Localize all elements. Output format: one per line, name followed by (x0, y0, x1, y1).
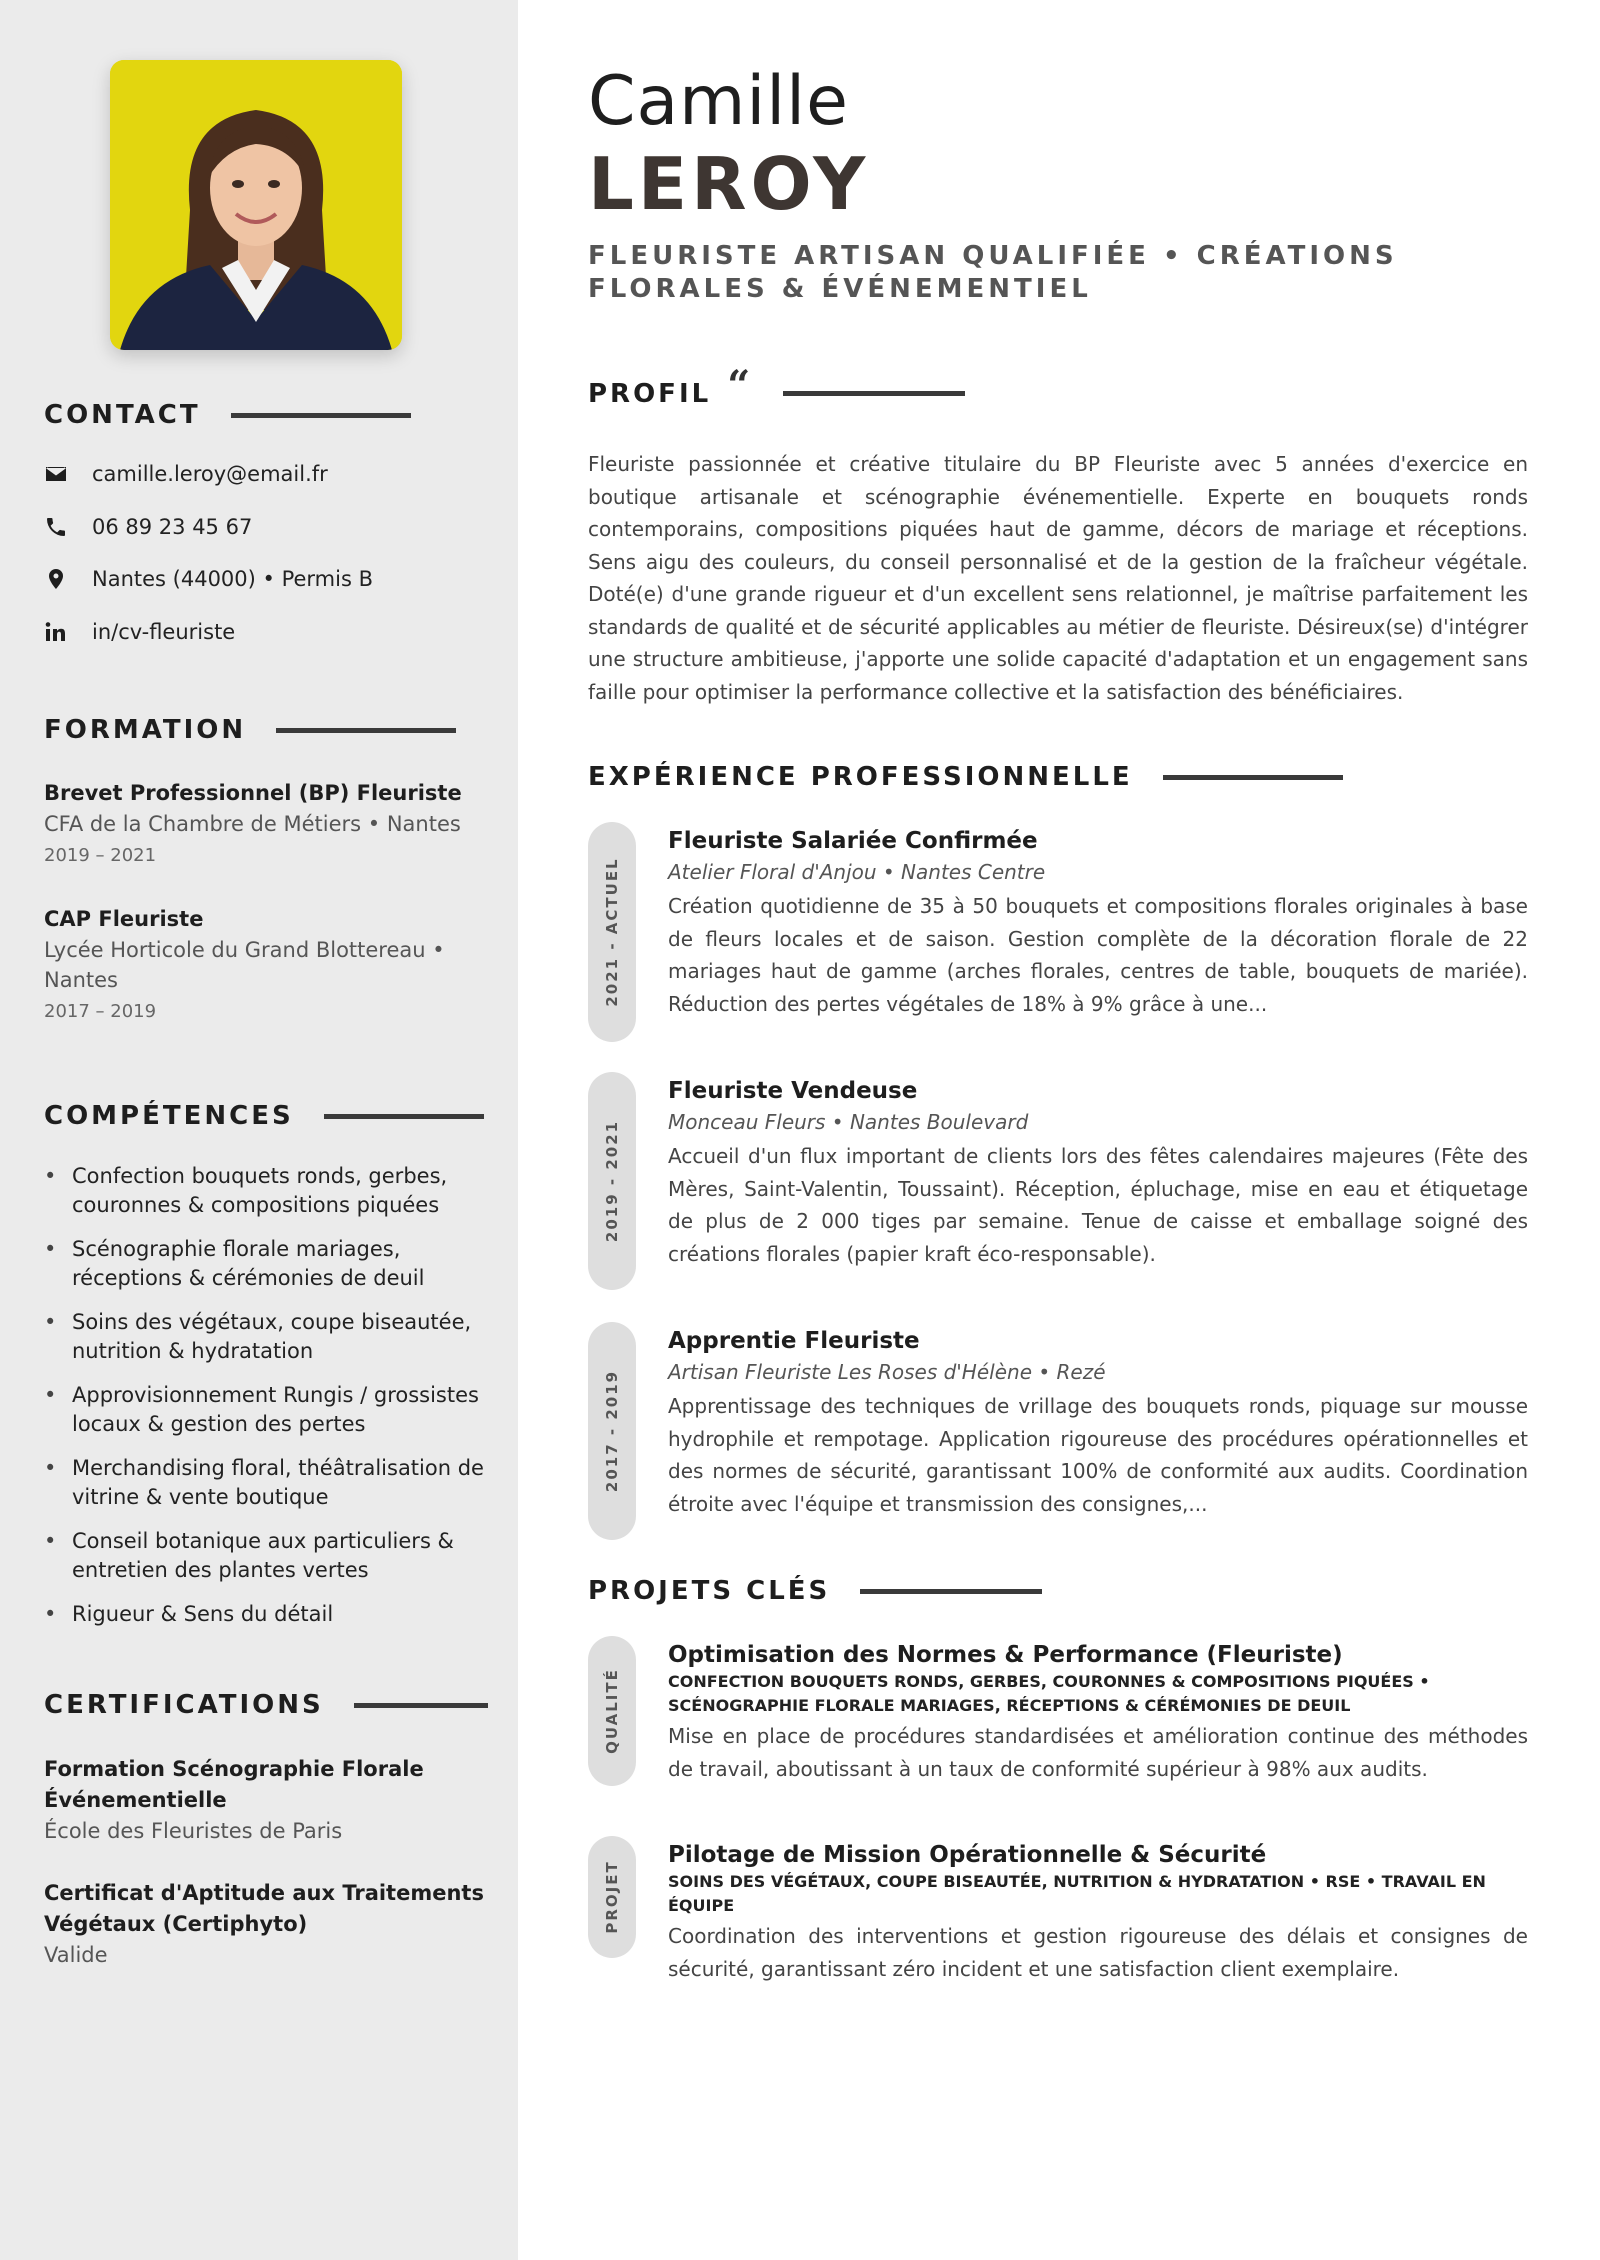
heading-rule (324, 1114, 484, 1119)
contact-location-text: Nantes (44000) • Permis B (92, 567, 373, 591)
experience-company: Atelier Floral d'Anjou • Nantes Centre (668, 860, 1046, 884)
heading-rule (783, 391, 965, 396)
contact-heading: CONTACT (44, 400, 411, 430)
certifications-heading: CERTIFICATIONS (44, 1690, 488, 1720)
profil-heading: PROFIL “ (588, 370, 965, 417)
contact-linkedin-text: in/cv-fleuriste (92, 620, 236, 644)
project-skills: CONFECTION BOUQUETS RONDS, GERBES, COURONNES & COMPOSITIONS PIQUÉES • SCÉNOGRAPHIE FLORALE MARIAGES, RÉCEPTIONS & CÉRÉMONIES DE DEUIL (668, 1672, 1430, 1715)
project-desc: Coordination des interventions et gestion rigoureuse des délais et consignes de sécurité, garantissant zéro incident et une satisfaction client exemplaire. (668, 1924, 1528, 1981)
period-pill: 2021 - ACTUEL (588, 822, 636, 1042)
experience-desc: Apprentissage des techniques de vrillage des bouquets ronds, piquage sur mousse hydrophile et rempotage. Application rigoureuse des procédures opérationnelles et des normes de sécurité, garantissant 100% de conformité aux audits. Coordination étroite avec l'équipe et transmission des consignes,... (668, 1394, 1528, 1516)
project-desc: Mise en place de procédures standardisées et amélioration continue des méthodes de travail, aboutissant à un taux de conformité supérieur à 98% aux audits. (668, 1724, 1528, 1781)
formation-item (44, 778, 484, 873)
certification-item (44, 1878, 484, 1971)
experience-role: Fleuriste Vendeuse (668, 1078, 918, 1104)
experience-desc: Accueil d'un flux important de clients lors des fêtes calendaires majeures (Fête des Mères, Saint-Valentin, Toussaint). Réception, épluchage, mise en eau et étiquetage de plus de 2 000 tiges par semaine. Tenue de caisse et emballage soigné des créations florales (papier kraft éco-responsable). (668, 1144, 1528, 1266)
period-pill: 2019 - 2021 (588, 1072, 636, 1290)
quote-icon: “ (727, 362, 754, 409)
skill-item: • Rigueur & Sens du détail (44, 1600, 484, 1629)
experience-role: Fleuriste Salariée Confirmée (668, 828, 1038, 854)
contact-email[interactable] (44, 462, 328, 486)
profile-text: Fleuriste passionnée et créative titulaire du BP Fleuriste avec 5 années d'exercice en boutique artisanale et scénographie événementielle. Experte en bouquets ronds contemporains, compositions piquées haut de gamme, décors de mariage et réceptions. Sens aigu des couleurs, du conseil personnalisé et de la gestion de la fraîcheur végétale. Doté(e) d'une grande rigueur et d'un excellent sens relationnel, je maîtrise parfaitement les standards de qualité et de sécurité applicables au métier de fleuriste. Désireux(se) d'intégrer une structure ambitieuse, j'apporte une solide capacité d'adaptation et un engagement sans faille pour optimiser la performance collective et la satisfaction des bénéficiaires. (588, 452, 1528, 704)
certification-item (44, 1754, 484, 1847)
envelope-icon (44, 462, 68, 486)
project-tag-pill: QUALITÉ (588, 1636, 636, 1786)
project-item (588, 1836, 1528, 1981)
heading-rule (231, 413, 411, 418)
first-name: Camille (588, 62, 849, 141)
skill-item: • Soins des végétaux, coupe biseautée, nutrition & hydratation (44, 1308, 484, 1366)
heading-rule (276, 728, 456, 733)
skill-item: • Confection bouquets ronds, gerbes, couronnes & compositions piquées (44, 1162, 484, 1220)
map-pin-icon (44, 567, 68, 591)
project-tag-pill: PROJET (588, 1836, 636, 1958)
certification-name: Certificat d'Aptitude aux Traitements Végétaux (Certiphyto) (44, 1881, 484, 1936)
job-title: FLEURISTE ARTISAN QUALIFIÉE • CRÉATIONS FLORALES & ÉVÉNEMENTIEL (588, 241, 1398, 304)
experience-role: Apprentie Fleuriste (668, 1328, 920, 1354)
project-skills: SOINS DES VÉGÉTAUX, COUPE BISEAUTÉE, NUTRITION & HYDRATATION • RSE • TRAVAIL EN ÉQUIPE (668, 1872, 1486, 1915)
experience-company: Artisan Fleuriste Les Roses d'Hélène • Rezé (668, 1360, 1106, 1384)
certification-issuer: École des Fleuristes de Paris (44, 1819, 343, 1843)
heading-rule (354, 1703, 488, 1708)
experience-heading: EXPÉRIENCE PROFESSIONNELLE (588, 762, 1343, 792)
main-content (518, 0, 1600, 2260)
skills-list (44, 1162, 484, 1644)
formation-degree: CAP Fleuriste (44, 907, 204, 931)
formation-school: CFA de la Chambre de Métiers • Nantes (44, 812, 461, 836)
phone-icon (44, 515, 68, 539)
heading-rule (1163, 775, 1343, 780)
sidebar (0, 0, 518, 2260)
formation-school: Lycée Horticole du Grand Blottereau • Nantes (44, 938, 445, 992)
project-item (588, 1636, 1528, 1786)
contact-email-text: camille.leroy@email.fr (92, 462, 328, 486)
formation-degree: Brevet Professionnel (BP) Fleuriste (44, 781, 462, 805)
project-name: Pilotage de Mission Opérationnelle & Sécurité (668, 1842, 1267, 1868)
skill-item: • Scénographie florale mariages, réceptions & cérémonies de deuil (44, 1235, 484, 1293)
project-name: Optimisation des Normes & Performance (Fleuriste) (668, 1642, 1343, 1668)
last-name: LEROY (588, 142, 870, 226)
contact-linkedin[interactable] (44, 620, 235, 644)
skill-item: • Approvisionnement Rungis / grossistes locaux & gestion des pertes (44, 1381, 484, 1439)
certification-name: Formation Scénographie Florale Événementielle (44, 1757, 424, 1812)
experience-item (588, 1072, 1528, 1290)
competences-heading: COMPÉTENCES (44, 1101, 484, 1131)
contact-location (44, 567, 373, 591)
contact-phone[interactable] (44, 515, 252, 539)
skill-item: • Conseil botanique aux particuliers & entretien des plantes vertes (44, 1527, 484, 1585)
formation-item (44, 904, 484, 1029)
formation-heading: FORMATION (44, 715, 456, 745)
experience-item (588, 1322, 1528, 1540)
linkedin-icon (44, 620, 68, 644)
heading-rule (860, 1589, 1042, 1594)
certification-issuer: Valide (44, 1943, 108, 1967)
experience-item (588, 822, 1528, 1042)
skill-item: • Merchandising floral, théâtralisation de vitrine & vente boutique (44, 1454, 484, 1512)
formation-dates: 2017 – 2019 (44, 1001, 157, 1022)
period-pill: 2017 - 2019 (588, 1322, 636, 1540)
formation-dates: 2019 – 2021 (44, 845, 157, 866)
profile-photo (110, 60, 402, 350)
projets-heading: PROJETS CLÉS (588, 1576, 1042, 1606)
portrait-image (110, 60, 402, 350)
contact-phone-text: 06 89 23 45 67 (92, 515, 253, 539)
experience-desc: Création quotidienne de 35 à 50 bouquets et compositions florales originales à base de fleurs locales et de saison. Gestion complète de la décoration florale de 22 mariages haut de gamme (arches florales, centres de table, bouquets de mariée). Réduction des pertes végétales de 18% à 9% grâce à une... (668, 894, 1528, 1016)
experience-company: Monceau Fleurs • Nantes Boulevard (668, 1110, 1029, 1134)
